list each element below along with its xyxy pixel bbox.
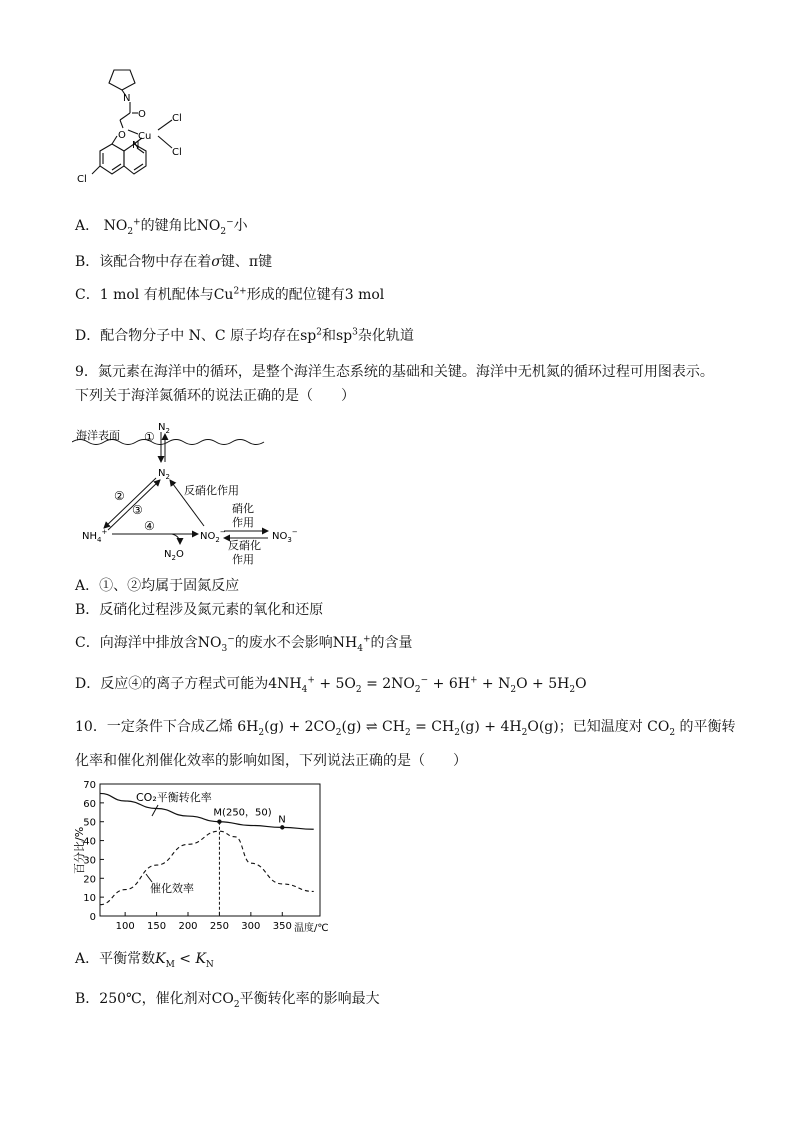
- q10-option-a: A．平衡常数$K_M < K_N$: [75, 951, 214, 970]
- nh4-species: $NH_4^+$: [82, 528, 108, 544]
- nitrification-label-1: 硝化: [232, 502, 254, 515]
- atom-cl-2: Cl: [172, 147, 182, 158]
- q8-option-d: D．配合物分子中 N、C 原子均存在$sp^2$和$sp^3$杂化轨道: [75, 327, 414, 344]
- catalyst-series-label: 催化效率: [150, 882, 194, 895]
- no3-species: $NO_3^-$: [272, 528, 298, 544]
- temperature-chart: [72, 776, 342, 936]
- atom-n-amide: N: [123, 93, 131, 104]
- denitrification-label-1: 反硝化: [228, 539, 261, 552]
- q10-stem-line1: 10．一定条件下合成乙烯 $6H_2(g) + 2CO_2(g)$ ⇌ $CH_2 = CH_2(g) + 4H_2O(g)$；已知温度对 $CO_2$ 的平衡转: [75, 719, 736, 738]
- y-tick-label: 40: [83, 836, 96, 848]
- atom-cu: Cu: [138, 131, 152, 142]
- y-tick-label: 50: [83, 817, 96, 829]
- point-m-label: M(250，50): [213, 807, 272, 819]
- sea-surface-label: 海洋表面: [76, 429, 120, 442]
- n2-dissolved: $N_2$: [158, 468, 170, 481]
- step-1-label: ①: [144, 430, 155, 444]
- co2-series-label: CO₂平衡转化率: [136, 791, 212, 804]
- q8-option-a: A． $NO_2^+$的键角比$NO_2^-$小: [75, 217, 248, 237]
- point-n: [280, 825, 284, 829]
- atom-cl-1: Cl: [172, 113, 182, 124]
- q9-option-c: C．向海洋中排放含$NO_3^-$的废水不会影响$NH_4^+$的含量: [75, 634, 413, 654]
- step-4-label: ④: [144, 519, 155, 533]
- step-2-label: ②: [114, 489, 125, 503]
- point-n-label: N: [278, 814, 286, 826]
- y-tick-label: 60: [83, 798, 96, 810]
- y-tick-label: 70: [83, 780, 96, 791]
- x-tick-label: 200: [178, 921, 198, 932]
- co2-label-leader: [152, 805, 158, 816]
- n2-atmosphere: $N_2$: [158, 422, 170, 435]
- nitrogen-cycle-diagram: [72, 418, 332, 573]
- x-axis-label: 温度/℃: [294, 923, 329, 934]
- q8-option-b: B．该配合物中存在着σ键、π键: [75, 254, 273, 270]
- x-tick-label: 100: [115, 921, 135, 932]
- denitrification-label-2: 作用: [232, 553, 254, 566]
- n2o-species: $N_2O$: [164, 549, 184, 562]
- point-m: [217, 820, 221, 824]
- q10-stem-line2: 化率和催化剂催化效率的影响如图，下列说法正确的是（ ）: [75, 753, 467, 769]
- q9-stem: 9．氮元素在海洋中的循环，是整个海洋生态系统的基础和关键。海洋中无机氮的循环过程可用图表示。下列关于海洋氮循环的说法正确的是（ ）: [75, 364, 714, 404]
- y-tick-label: 20: [83, 874, 96, 886]
- q9-option-d: D．反应④的离子方程式可能为$4NH_4^+ + 5O_2 = 2NO_2^- + 6H^+ + N_2O + 5H_2O$: [75, 675, 587, 695]
- y-tick-label: 0: [89, 912, 96, 923]
- atom-o-ether: O: [118, 130, 126, 141]
- q8-option-c: C．1 mol 有机配体与$Cu^{2+}$形成的配位键有3 mol: [75, 286, 385, 303]
- x-tick-label: 350: [272, 921, 292, 932]
- y-tick-label: 10: [83, 893, 96, 905]
- q10-option-b: B．250℃，催化剂对$CO_2$平衡转化率的影响最大: [75, 991, 380, 1010]
- y-axis-label: 百分比/%: [73, 826, 86, 874]
- atom-n-pyridine: N: [132, 140, 140, 151]
- q9-option-b: B．反硝化过程涉及氮元素的氧化和还原: [75, 602, 324, 618]
- catalyst-label-leader: [146, 874, 152, 882]
- q9-option-a: A．①、②均属于固氮反应: [75, 578, 240, 594]
- denitrification-label: 反硝化作用: [184, 484, 239, 497]
- nitrification-label-2: 作用: [232, 516, 254, 529]
- step-3-label: ③: [132, 503, 143, 517]
- complex-structure: [72, 58, 212, 208]
- atom-cl-ring: Cl: [77, 174, 87, 185]
- catalyst-efficiency-line: [100, 831, 314, 905]
- x-tick-label: 150: [147, 921, 167, 932]
- x-tick-label: 250: [209, 921, 229, 932]
- no2-species: $NO_2^-$: [200, 528, 226, 544]
- y-tick-label: 30: [83, 855, 96, 867]
- atom-o-carbonyl: O: [138, 109, 146, 120]
- x-tick-label: 300: [241, 921, 261, 932]
